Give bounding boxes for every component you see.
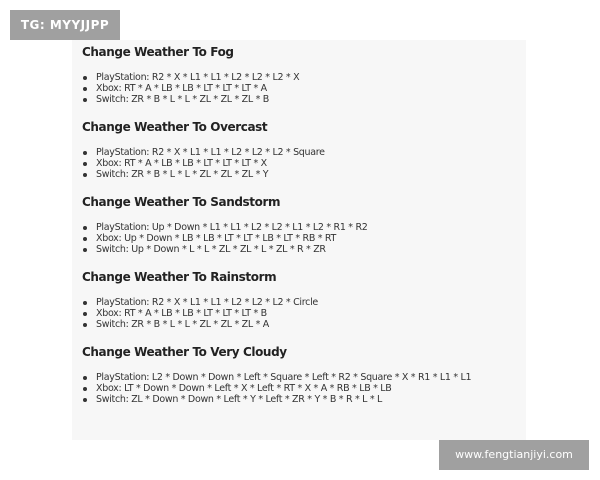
section-title: Change Weather To Overcast — [82, 120, 268, 134]
section-title: Change Weather To Fog — [82, 45, 234, 59]
list-item: Xbox: LT * Down * Down * Left * X * Left * RT * X * A * RB * LB * LB — [82, 383, 582, 394]
code-list — [82, 147, 582, 180]
list-item: PlayStation: Up * Down * L1 * L1 * L2 * L2 * L1 * L2 * R1 * R2 — [82, 222, 582, 233]
section-very-cloudy — [82, 344, 582, 405]
watermark-label: TG: MYYJJPP — [10, 10, 120, 40]
code-list — [82, 72, 582, 105]
list-item: Switch: ZR * B * L * L * ZL * ZL * ZL * B — [82, 94, 582, 105]
cheat-list — [82, 44, 582, 419]
list-item: PlayStation: R2 * X * L1 * L1 * L2 * L2 * L2 * Circle — [82, 297, 582, 308]
watermark-url: www.fengtianjiyi.com — [439, 440, 589, 470]
code-list — [82, 297, 582, 330]
list-item: PlayStation: L2 * Down * Down * Left * Square * Left * R2 * Square * X * R1 * L1 * L1 — [82, 372, 582, 383]
code-list — [82, 372, 582, 405]
section-overcast — [82, 119, 582, 180]
section-title: Change Weather To Sandstorm — [82, 195, 281, 209]
section-title: Change Weather To Very Cloudy — [82, 345, 287, 359]
list-item: Switch: ZL * Down * Down * Left * Y * Left * ZR * Y * B * R * L * L — [82, 394, 582, 405]
list-item: PlayStation: R2 * X * L1 * L1 * L2 * L2 * L2 * X — [82, 72, 582, 83]
list-item: Switch: ZR * B * L * L * ZL * ZL * ZL * Y — [82, 169, 582, 180]
list-item: Switch: ZR * B * L * L * ZL * ZL * ZL * A — [82, 319, 582, 330]
section-rainstorm — [82, 269, 582, 330]
list-item: Xbox: RT * A * LB * LB * LT * LT * LT * X — [82, 158, 582, 169]
list-item: Xbox: RT * A * LB * LB * LT * LT * LT * B — [82, 308, 582, 319]
section-fog — [82, 44, 582, 105]
list-item: Switch: Up * Down * L * L * ZL * ZL * L * ZL * R * ZR — [82, 244, 582, 255]
list-item: PlayStation: R2 * X * L1 * L1 * L2 * L2 * L2 * Square — [82, 147, 582, 158]
list-item: Xbox: RT * A * LB * LB * LT * LT * LT * A — [82, 83, 582, 94]
list-item: Xbox: Up * Down * LB * LB * LT * LT * LB * LT * RB * RT — [82, 233, 582, 244]
section-sandstorm — [82, 194, 582, 255]
code-list — [82, 222, 582, 255]
section-title: Change Weather To Rainstorm — [82, 270, 277, 284]
